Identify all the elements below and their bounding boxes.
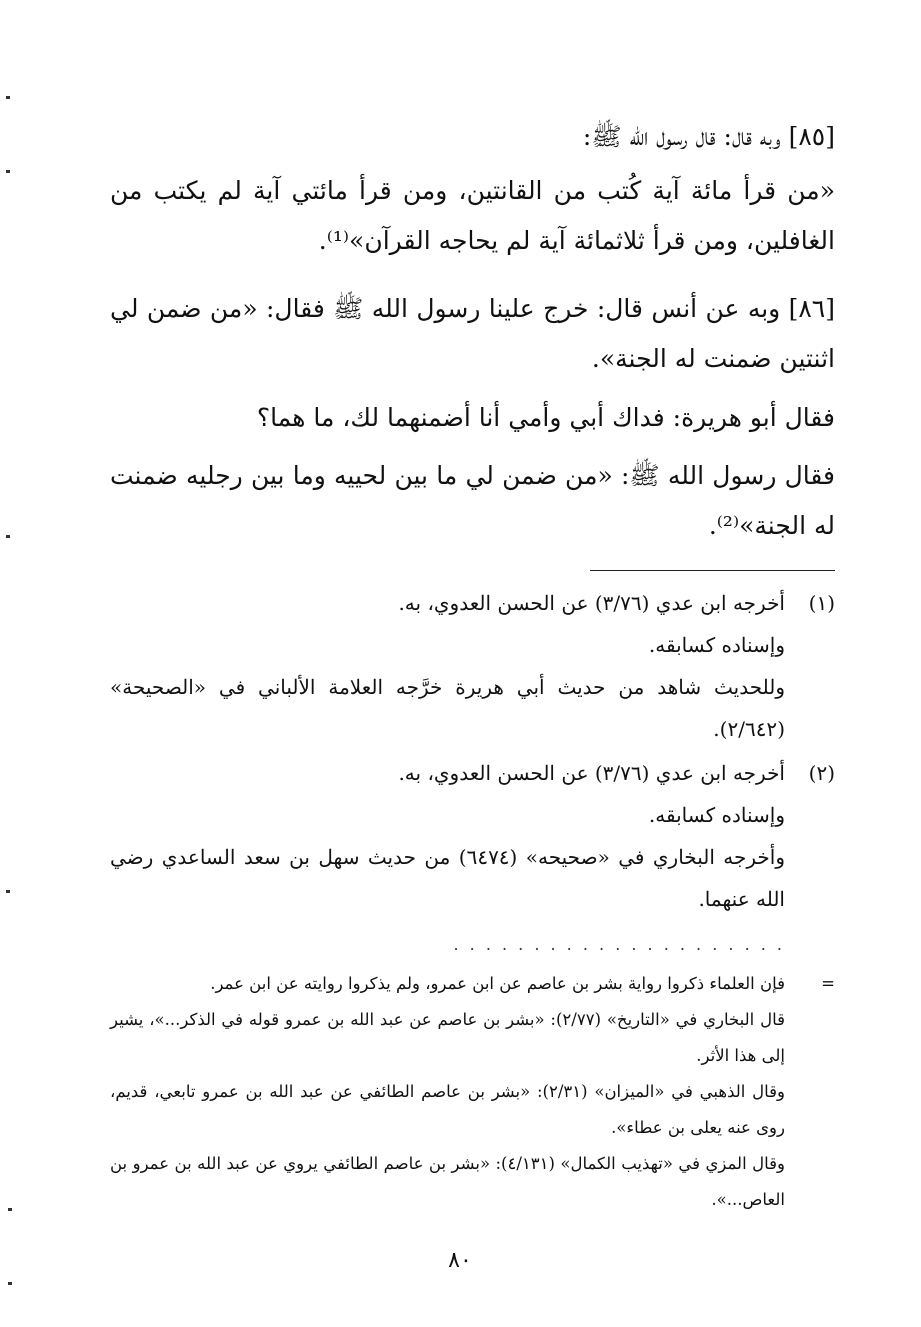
footnote-2-line: أخرجه ابن عدي (٣/٧٦) عن الحسن العدوي، به. <box>398 761 785 785</box>
footnote-1 <box>110 582 835 750</box>
continued-footnote-line: قال البخاري في «التاريخ» (٢/٧٧): «بشر بن عاصم عن عبد الله بن عمرو قوله في الذكر...»، يشير إلى هذا الأثر. <box>110 1010 785 1065</box>
page-number: ٨٠ <box>448 1248 472 1273</box>
footnote-2-number: (٢) <box>808 761 835 785</box>
hadith-86-text: [٨٦] وبه عن أنس قال: خرج علينا رسول الله ﷺ فقال: «من ضمن لي اثنتين ضمنت له الجنة». <box>110 294 835 373</box>
footnote-separator-rule <box>590 570 835 571</box>
scan-speck <box>6 535 10 538</box>
scan-speck <box>6 170 10 173</box>
scan-speck <box>8 1208 12 1211</box>
continuation-separator: . . . . . . . . . . . . . . . . . . . . . <box>453 935 785 954</box>
scan-speck <box>6 890 10 893</box>
footnote-2-line: وأخرجه البخاري في «صحيحه» (٦٤٧٤) من حديث سهل بن سعد الساعدي رضي الله عنهما. <box>110 845 786 911</box>
footnote-1-line: أخرجه ابن عدي (٣/٧٦) عن الحسن العدوي، به. <box>398 591 785 615</box>
prophet-answer: فقال رسول الله ﷺ: «من ضمن لي ما بين لحييه وما بين رجليه ضمنت له الجنة»⁽²⁾. <box>110 461 835 540</box>
continued-footnote-line: وقال المزي في «تهذيب الكمال» (٤/١٣١): «بشر بن عاصم الطائفي يروي عن عبد الله بن عمرو بن العاص...». <box>110 1154 785 1209</box>
hadith-85-text: «من قرأ مائة آية كُتب من القانتين، ومن قرأ مائتي آية لم يكتب من الغافلين، ومن قرأ ثلاثمائة آية لم يحاجه القرآن»⁽¹⁾. <box>110 176 835 255</box>
continued-footnote-line: فإن العلماء ذكروا رواية بشر بن عاصم عن ابن عمرو، ولم يذكروا روايته عن ابن عمر. <box>210 974 785 993</box>
footnote-2-line: وإسناده كسابقه. <box>648 803 785 827</box>
continued-footnote-line: وقال الذهبي في «الميزان» (٢/٣١): «بشر بن عاصم الطائفي عن عبد الله بن عمرو تابعي، قديم، روى عنه يعلى بن عطاء». <box>110 1082 785 1137</box>
abu-hurayra-question: فقال أبو هريرة: فداك أبي وأمي أنا أضمنهما لك، ما هما؟ <box>256 403 835 432</box>
footnote-1-line: وإسناده كسابقه. <box>648 633 785 657</box>
scan-speck <box>8 1282 12 1285</box>
footnote-1-line: وللحديث شاهد من حديث أبي هريرة خرَّجه العلامة الألباني في «الصحيحة» (٢/٦٤٢). <box>110 675 785 741</box>
hadith-85-heading: [٨٥] وبه قال: قال رسول الله ﷺ: <box>582 122 835 151</box>
continuation-marker: = <box>821 974 835 993</box>
scan-speck <box>6 96 10 99</box>
footnote-1-number: (١) <box>808 591 835 615</box>
continued-footnote <box>110 966 835 1218</box>
footnote-2 <box>110 752 835 920</box>
